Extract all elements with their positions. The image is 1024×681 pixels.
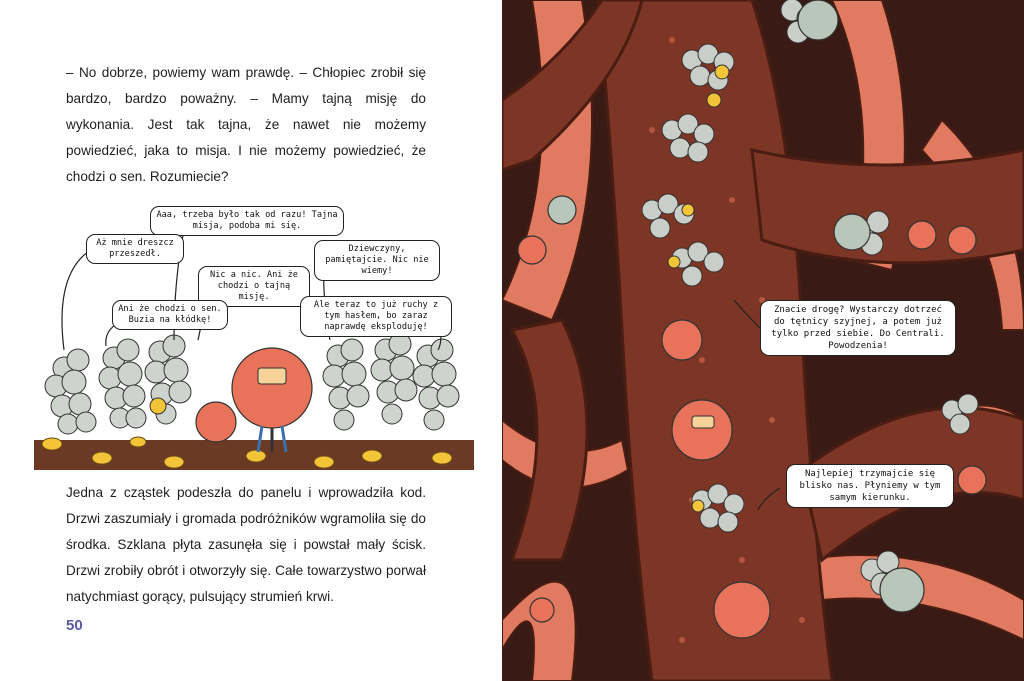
speech-bubble-stay-close: Najlepiej trzymajcie się blisko nas. Płyniemy w tym samym kierunku. bbox=[786, 464, 954, 508]
speech-bubble-aaa: Aaa, trzeba było tak od razu! Tajna misja, podoba mi się. bbox=[150, 206, 344, 236]
speech-bubble-dreszcz: Aż mnie dreszcz przeszedł. bbox=[86, 234, 184, 264]
page-number: 50 bbox=[66, 617, 83, 634]
speech-bubble-ale: Ale teraz to już ruchy z tym hasłem, bo zaraz naprawdę eksploduję! bbox=[300, 296, 452, 337]
speech-bubble-dziewczyny: Dziewczyny, pamiętajcie. Nic nie wiemy! bbox=[314, 240, 440, 281]
paragraph-intro: – No dobrze, powiemy wam prawdę. – Chłopiec zrobił się bardzo, bardzo poważny. – Mamy tajną misję do wykonania. Jest tak tajna, że nawet nie możemy powiedzieć, jaka to misja. I nie możemy powiedzieć, że chodzi o sen. Rozumiecie? bbox=[66, 65, 426, 184]
speech-bubble-route: Znacie drogę? Wystarczy dotrzeć do tętnicy szyjnej, a potem już tylko przed siebie. Do Centrali. Powodzenia! bbox=[760, 300, 956, 356]
paragraph-entry: Jedna z cząstek podeszła do panelu i wprowadziła kod. Drzwi zaszumiały i gromada podróżników wgramoliła się do środka. Szklana płyta zasunęła się i powstał mały ścisk. Drzwi zrobiły obrót i otworzyły się. Całe towarzystwo porwał natychmiast gorący, pulsujący strumień krwi. bbox=[66, 485, 426, 604]
speech-bubble-ani: Ani że chodzi o sen. Buzia na kłódkę! bbox=[112, 300, 228, 330]
left-page bbox=[0, 0, 500, 681]
right-page bbox=[502, 0, 1024, 681]
speech-bubble-nic: Nic a nic. Ani że chodzi o tajną misję. bbox=[198, 266, 310, 307]
